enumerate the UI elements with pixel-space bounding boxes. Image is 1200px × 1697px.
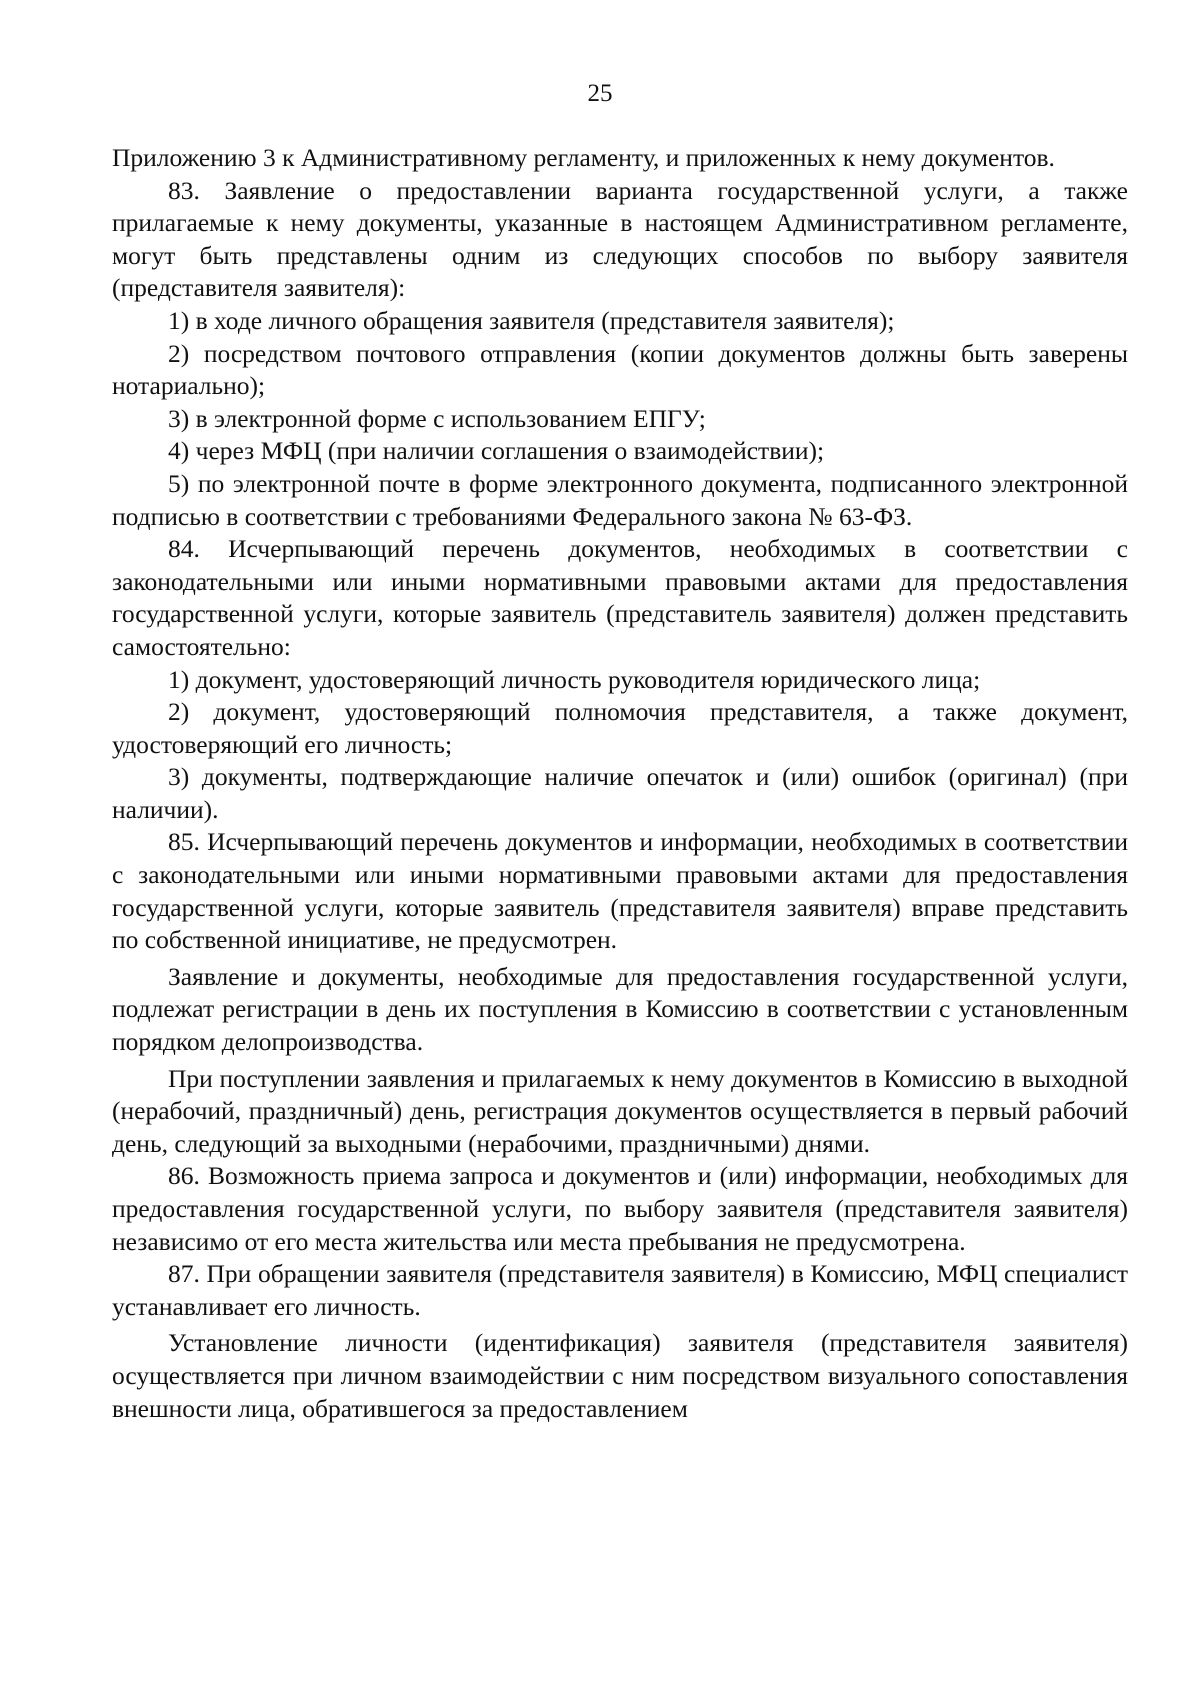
paragraph-continuation: Приложению 3 к Административному регламенту, и приложенных к нему документов. xyxy=(112,143,1055,172)
list-item: 1) в ходе личного обращения заявителя (представителя заявителя); xyxy=(168,305,895,335)
list-item: 5) по электронной почте в форме электронного документа, подписанного электронной подписью в соответствии с требованиями Федерального закона № 63-ФЗ. xyxy=(112,468,1128,531)
paragraph-84: 84. Исчерпывающий перечень документов, необходимых в соответствии с законодательными или иными нормативными правовыми актами для предоставления государственной услуги, которые заявитель (представитель заявителя) должен представить самостоятельно: xyxy=(112,534,1128,661)
page-number: 25 xyxy=(587,80,613,107)
list-item: 2) посредством почтового отправления (копии документов должны быть заверены нотариально); xyxy=(112,338,1128,401)
paragraph-83: 83. Заявление о предоставлении варианта государственной услуги, а также прилагаемые к нему документы, указанные в настоящем Административном регламенте, могут быть представлены одним из следующих способов по выбору заявителя (представителя заявителя): xyxy=(112,175,1128,303)
list-item: 1) документ, удостоверяющий личность руководителя юридического лица; xyxy=(168,664,981,694)
paragraph-holiday-registration: При поступлении заявления и прилагаемых к нему документов в Комиссию в выходной (нерабочий, праздничный) день, регистрация документов осуществляется в первый рабочий день, следующий за выходными (нерабочими, праздничными) днями. xyxy=(112,1063,1128,1158)
list-item: 3) в электронной форме с использованием ЕПГУ; xyxy=(168,403,706,433)
paragraph-86: 86. Возможность приема запроса и документов и (или) информации, необходимых для предоставления государственной услуги, по выбору заявителя (представителя заявителя) независимо от его места жительства или места пребывания не предусмотрена. xyxy=(112,1161,1128,1256)
paragraph-identification: Установление личности (идентификация) заявителя (представителя заявителя) осуществляется при личном взаимодействии с ним посредством визуального сопоставления внешности лица, обратившегося за предоставлением xyxy=(112,1328,1128,1423)
document-body xyxy=(112,142,1128,1425)
list-item: 4) через МФЦ (при наличии соглашения о взаимодействии); xyxy=(168,436,825,466)
list-item: 3) документы, подтверждающие наличие опечаток и (или) ошибок (оригинал) (при наличии). xyxy=(112,762,1128,824)
paragraph-85: 85. Исчерпывающий перечень документов и информации, необходимых в соответствии с законодательными или иными нормативными правовыми актами для предоставления государственной услуги, которые заявитель (представителя заявителя) вправе представить по собственной инициативе, не предусмотрен. xyxy=(112,827,1128,955)
paragraph-87: 87. При обращении заявителя (представителя заявителя) в Комиссию, МФЦ специалист устанавливает его личность. xyxy=(112,1259,1128,1321)
paragraph-registration: Заявление и документы, необходимые для предоставления государственной услуги, подлежат регистрации в день их поступления в Комиссию в соответствии с установленным порядком делопроизводства. xyxy=(112,961,1128,1057)
list-item: 2) документ, удостоверяющий полномочия представителя, а также документ, удостоверяющий его личность; xyxy=(112,697,1128,759)
